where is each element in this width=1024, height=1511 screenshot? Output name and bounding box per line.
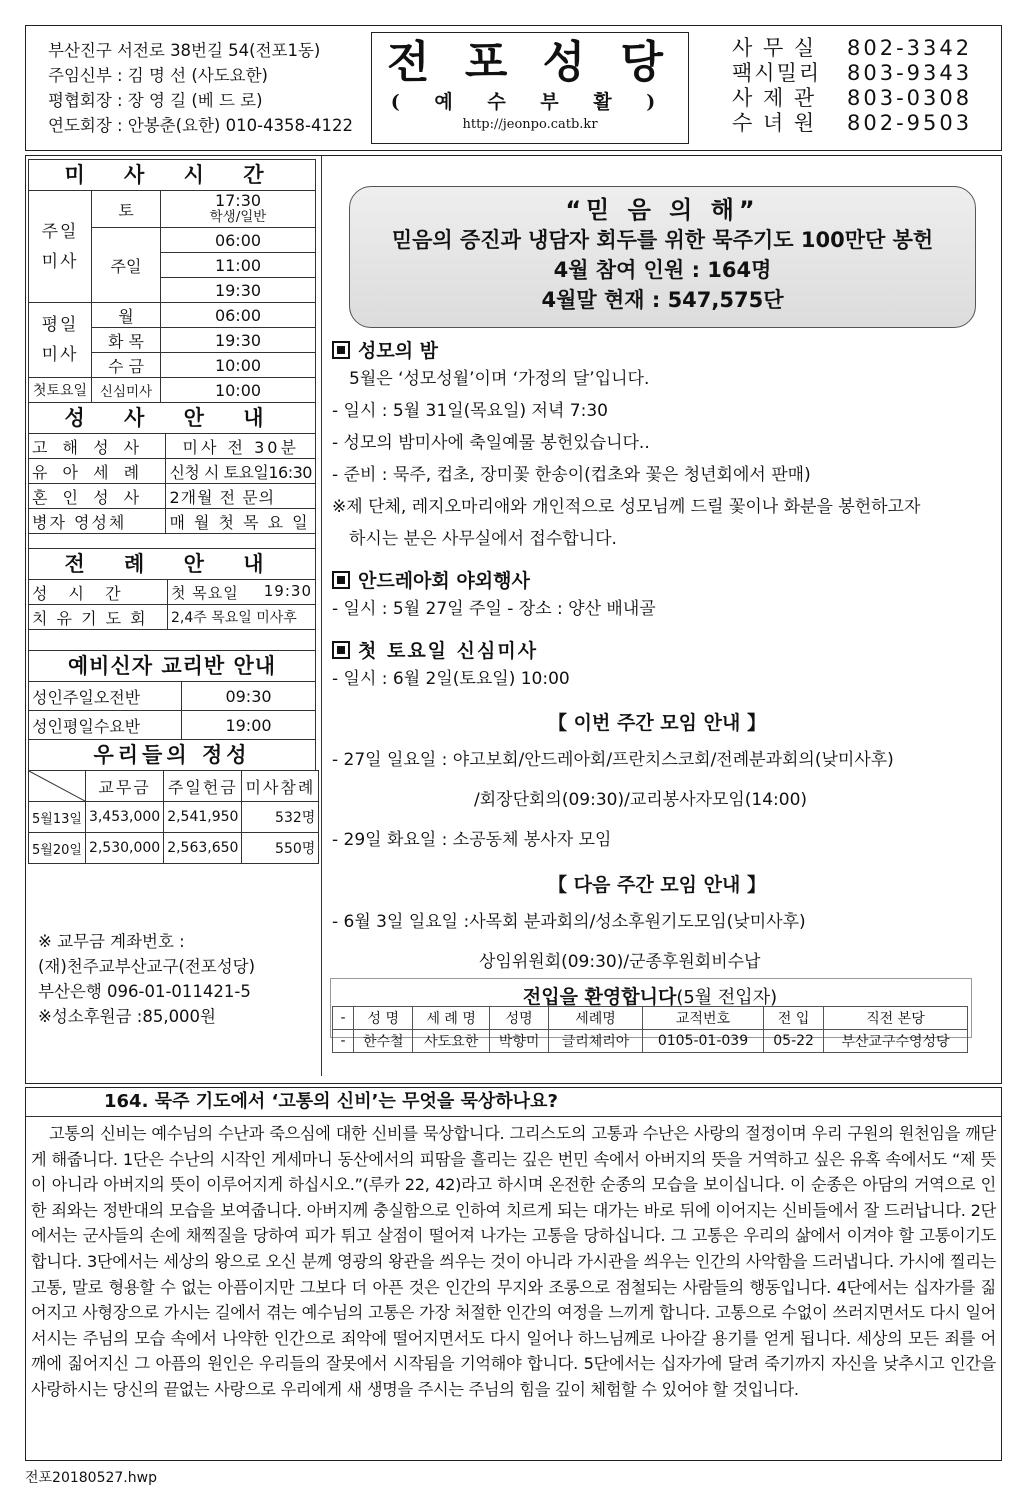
liturgy-time: 19:30 — [263, 581, 312, 600]
contact-name: 팩시밀리 — [732, 61, 822, 85]
notice-title: 첫 토요일 신심미사 — [358, 640, 539, 662]
article-title: 164. 묵주 기도에서 ‘고통의 신비’는 무엇을 묵상하나요? — [26, 1088, 1001, 1117]
welcome-cell: 부산교구수영성당 — [823, 1030, 967, 1053]
sacrament-name: 병자 영성체 — [29, 509, 166, 534]
saturday-label: 토 — [92, 191, 161, 228]
article-body: 고통의 신비는 예수님의 수난과 죽으심에 대한 신비를 묵상합니다. 그리스도의 고통과 수난은 사랑의 절정이며 우리 구원의 원천임을 깨닫게 해줍니다. 1단은 수난의 시작인 게세마니 동산에서의 피땀을 흘리는 깊은 번민 속에서 아버지의 뜻을 거역하고 싶은 유혹 속에서도 “제 뜻이 아니라 아버지의 뜻이 이루어지게 하십시오.”(루카 22, 42)라고 하시며 온전한 순종의 모습을 보이십니다. 이 순종은 아담의 거역으로 인한 죄와는 정반대의 모습을 보여줍니다. 아버지께 충실함으로 인하여 치르게 되는 대가는 바로 뒤에 이어지는 신비들에서 잘 드러납니다. 2단에서는 군사들의 손에 채찍질을 당하여 피가 튀고 살점이 떨어져 나가는 고통을 당하십니다. 그 고통은 우리의 삶에서 이겨야 할 고통이기도 합니다. 3단에서는 세상의 왕으로 오신 분께 영광의 왕관을 씌우는 것이 아니라 가시관을 씌우는 인간의 사악함을 드러냅니다. 가시에 찔리는 고통, 말로 형용할 수 없는 아픔이지만 그보다 더 아픈 것은 인간의 무지와 조롱으로 점철되는 사람들의 행동입니다. 4단에서는 십자가를 짊어지고 사형장으로 가시는 길에서 겪는 예수님의 고통은 가장 처절한 인간의 여정을 느끼게 합니다. 고통으로 수없이 쓰러지면서도 다시 일어서시는 주님의 모습 속에서 나약한 인간으로 죄악에 떨어지면서도 다시 일어나 하느님께로 나아갈 용기를 얻게 됩니다. 세상의 모든 죄를 어깨에 짊어지신 그 아픔의 원인은 우리들의 잘못에서 시작됨을 기억해야 합니다. 5단에서는 십자가에 달려 죽기까지 자신을 낮추시고 인간을 사랑하시는 당신의 끝없는 사랑으로 우리에게 새 생명을 주시는 주님의 힘을 깊이 체험할 수 있어야 할 것입니다. — [31, 1124, 996, 1399]
contact-name: 사 무 실 — [732, 36, 817, 60]
sacraments-title: 성 사 안 내 — [28, 403, 316, 433]
first-saturday-label: 첫토요일 — [29, 378, 92, 403]
welcome-header: 성명 — [489, 1007, 548, 1030]
liturgy-title: 전 례 안 내 — [28, 549, 316, 579]
welcome-row — [333, 1030, 968, 1053]
sacrament-name: 유 아 세 례 — [29, 459, 166, 484]
welcome-title-rest: (5월 전입자) — [676, 987, 778, 1008]
spacer-row — [29, 630, 316, 651]
pastor-line: 주임신부 : 김 명 선 (사도요한) — [48, 66, 268, 85]
saturday-time: 17:30 — [214, 191, 262, 210]
welcome-header: 세 례 명 — [413, 1007, 489, 1030]
catechism-article — [25, 1087, 1002, 1461]
welcome-title — [332, 982, 968, 1009]
offering-dues: 2,530,000 — [85, 833, 163, 864]
offering-collection: 2,563,650 — [164, 833, 242, 864]
sacrament-value: 매 월 첫 목 요 일 — [166, 509, 316, 534]
contact-phone: 803-9343 — [847, 61, 973, 85]
notice-heading — [332, 336, 920, 363]
spacer-row — [29, 534, 316, 549]
file-name: 전포20180527.hwp — [25, 1470, 157, 1486]
year-of-faith-title: “믿 음 의 해” — [565, 196, 760, 224]
weekday-time: 19:30 — [161, 328, 316, 353]
account-line: ※성소후원금 :85,000원 — [38, 1007, 216, 1026]
class-name: 성인평일수요반 — [29, 711, 182, 740]
header-info — [48, 38, 353, 138]
next-week-title: 【 다음 주간 모임 안내 】 — [548, 874, 766, 896]
notice-title: 성모의 밤 — [358, 340, 439, 362]
this-week-title: 【 이번 주간 모임 안내 】 — [548, 712, 766, 734]
liturgy-name: 성 시 간 — [29, 580, 168, 605]
welcome-header: 교적번호 — [642, 1007, 764, 1030]
sunday-time: 11:00 — [161, 253, 316, 278]
weekday-day: 월 — [92, 303, 161, 328]
class-name: 성인주일오전반 — [29, 682, 182, 711]
notice-line: - 준비 : 묵주, 컵초, 장미꽃 한송이(컵초와 꽃은 청년회에서 판매) — [332, 465, 811, 485]
meeting-line: - 29일 화요일 : 소공동체 봉사자 모임 — [332, 830, 612, 850]
sacrament-name: 혼 인 성 사 — [29, 484, 166, 509]
contact-row — [732, 86, 972, 111]
church-name: 전 포 성 당 — [387, 37, 673, 88]
welcome-cell: 박향미 — [489, 1030, 548, 1053]
sunday-time: 19:30 — [161, 278, 316, 303]
meeting-line: - 6월 3일 일요일 :사목회 분과회의/성소후원기도모임(낮미사후) — [332, 912, 806, 932]
first-saturday-time: 10:00 — [161, 378, 316, 403]
contact-phone: 802-3342 — [847, 36, 973, 60]
diagonal-line — [29, 771, 85, 801]
account-info — [38, 929, 255, 1029]
offering-row — [29, 802, 319, 833]
contact-row — [732, 36, 972, 61]
notice-first-saturday — [332, 636, 570, 695]
offering-header: 주일헌금 — [164, 771, 242, 802]
catechumen-table — [28, 681, 316, 740]
welcome-header: 전 입 — [764, 1007, 824, 1030]
notice-line: 하시는 분은 사무실에서 접수합니다. — [349, 529, 617, 549]
catechumen-title: 예비신자 교리반 안내 — [28, 651, 316, 681]
offering-dues: 3,453,000 — [85, 802, 163, 833]
liturgy-day: 2,4주 목요일 미사후 — [168, 605, 316, 630]
liturgical-season: ( 예 수 부 활 ) — [390, 91, 670, 113]
welcome-cell: 한수철 — [354, 1030, 413, 1053]
account-line: ※ 교무금 계좌번호 : — [38, 932, 185, 951]
council-line: 평협회장 : 장 영 길 (베 드 로) — [48, 91, 263, 110]
offering-table — [28, 770, 319, 864]
welcome-cell: 사도요한 — [413, 1030, 489, 1053]
square-bullet-icon — [332, 341, 350, 359]
first-saturday-kind: 신심미사 — [92, 378, 161, 403]
offering-date: 5월20일 — [29, 833, 86, 864]
notice-may-night — [332, 336, 920, 555]
liturgy-day: 첫 목요일 — [171, 583, 239, 602]
offering-collection: 2,541,950 — [164, 802, 242, 833]
offering-row — [29, 833, 319, 864]
notice-column — [321, 156, 998, 1076]
class-time: 19:00 — [182, 711, 316, 740]
rosary-total-line: 4월말 현재 : 547,575단 — [541, 288, 784, 312]
weekday-time: 06:00 — [161, 303, 316, 328]
sacrament-value: 2개월 전 문의 — [166, 484, 316, 509]
header — [25, 25, 1002, 151]
meeting-line: /회장단회의(09:30)/교리봉사자모임(14:00) — [474, 790, 808, 810]
saturday-time-cell — [161, 191, 316, 228]
weekday-day: 화 목 — [92, 328, 161, 353]
notice-line: 5월은 ‘성모성월’이며 ‘가정의 달’입니다. — [349, 369, 650, 389]
sunday-label: 주일 — [92, 228, 161, 303]
square-bullet-icon — [332, 571, 350, 589]
notice-line: - 일시 : 5월 27일 주일 - 장소 : 양산 배내골 — [332, 599, 656, 619]
welcome-title-bold: 전입을 환영합니다 — [522, 986, 677, 1008]
main-section — [25, 155, 1002, 1084]
notice-line: - 일시 : 5월 31일(목요일) 저녁 7:30 — [332, 401, 608, 421]
liturgy-table — [28, 579, 316, 651]
notice-line: - 성모의 밤미사에 축일예물 봉헌있습니다.. — [332, 433, 650, 453]
weekday-time: 10:00 — [161, 353, 316, 378]
offering-date: 5월13일 — [29, 802, 86, 833]
welcome-cell: 05-22 — [764, 1030, 824, 1053]
sacrament-value: 신청 시 토요일16:30 — [166, 459, 316, 484]
participants-line: 4월 참여 인원 : 164명 — [553, 258, 772, 282]
welcome-header: 직전 본당 — [823, 1007, 967, 1030]
sacrament-name: 고 해 성 사 — [29, 434, 166, 459]
saturday-note: 학생/일반 — [209, 209, 267, 225]
liturgy-value-cell — [168, 580, 316, 605]
notice-line: - 일시 : 6월 2일(토요일) 10:00 — [332, 669, 570, 689]
welcome-cell: 0105-01-039 — [642, 1030, 764, 1053]
contact-row — [732, 111, 972, 136]
welcome-header: - — [333, 1007, 354, 1030]
offering-header: 미사참례 — [242, 771, 319, 802]
notice-title: 안드레아회 야외행사 — [358, 570, 530, 592]
account-line: (재)천주교부산교구(전포성당) — [38, 957, 256, 976]
sacraments-table — [28, 433, 316, 549]
notice-heading — [332, 566, 656, 593]
year-of-faith-line: 믿음의 증진과 냉담자 회두를 위한 묵주기도 100만단 봉헌 — [391, 228, 934, 252]
district-line: 연도회장 : 안봉춘(요한) 010-4358-4122 — [48, 116, 354, 135]
year-of-faith-box — [349, 186, 976, 328]
church-url[interactable]: http://jeonpo.catb.kr — [462, 117, 598, 132]
church-address: 부산진구 서전로 38번길 54(전포1동) — [48, 41, 321, 60]
meeting-line: - 27일 일요일 : 야고보회/안드레아회/프란치스코회/전례분과회의(낮미사후) — [332, 750, 894, 770]
liturgy-name: 치 유 기 도 회 — [29, 605, 168, 630]
account-line: 부산은행 096-01-011421-5 — [38, 982, 251, 1001]
square-bullet-icon — [332, 641, 350, 659]
sunday-time: 06:00 — [161, 228, 316, 253]
notice-heading — [332, 636, 570, 663]
notice-andrew-outing — [332, 566, 656, 625]
weekday-day: 수 금 — [92, 353, 161, 378]
weekday-mass-label: 평일 미사 — [29, 303, 92, 378]
welcome-cell: 글리체리아 — [549, 1030, 642, 1053]
offering-title: 우리들의 정성 — [28, 740, 316, 770]
notice-line: ※제 단체, 레지오마리애와 개인적으로 성모님께 드릴 꽃이나 화분을 봉헌하고자 — [332, 497, 921, 517]
contact-name: 사 제 관 — [732, 86, 817, 110]
sunday-mass-label: 주일 미사 — [29, 191, 92, 303]
church-logo-box — [371, 32, 689, 144]
offering-attendance: 550명 — [242, 833, 319, 864]
schedule-column — [28, 159, 316, 1026]
mass-times-table — [28, 190, 316, 403]
contact-phone: 802-9503 — [847, 111, 973, 135]
welcome-table — [332, 1006, 968, 1053]
welcome-header: 성 명 — [354, 1007, 413, 1030]
welcome-cell: - — [333, 1030, 354, 1053]
bulletin-page — [25, 25, 1002, 1485]
contact-name: 수 녀 원 — [732, 111, 817, 135]
next-week-meetings — [332, 868, 982, 982]
meeting-line: 상임위원회(09:30)/군종후원회비수납 — [479, 952, 761, 972]
sacrament-value: 미사 전 30분 — [166, 434, 316, 459]
class-time: 09:30 — [182, 682, 316, 711]
this-week-meetings — [332, 706, 982, 860]
contact-row — [732, 61, 972, 86]
contact-phone: 803-0308 — [847, 86, 973, 110]
diagonal-header-cell — [29, 771, 86, 802]
welcome-header: 세례명 — [549, 1007, 642, 1030]
offering-header: 교무금 — [85, 771, 163, 802]
offering-attendance: 532명 — [242, 802, 319, 833]
contact-list — [732, 36, 972, 136]
mass-times-title: 미 사 시 간 — [28, 159, 316, 190]
